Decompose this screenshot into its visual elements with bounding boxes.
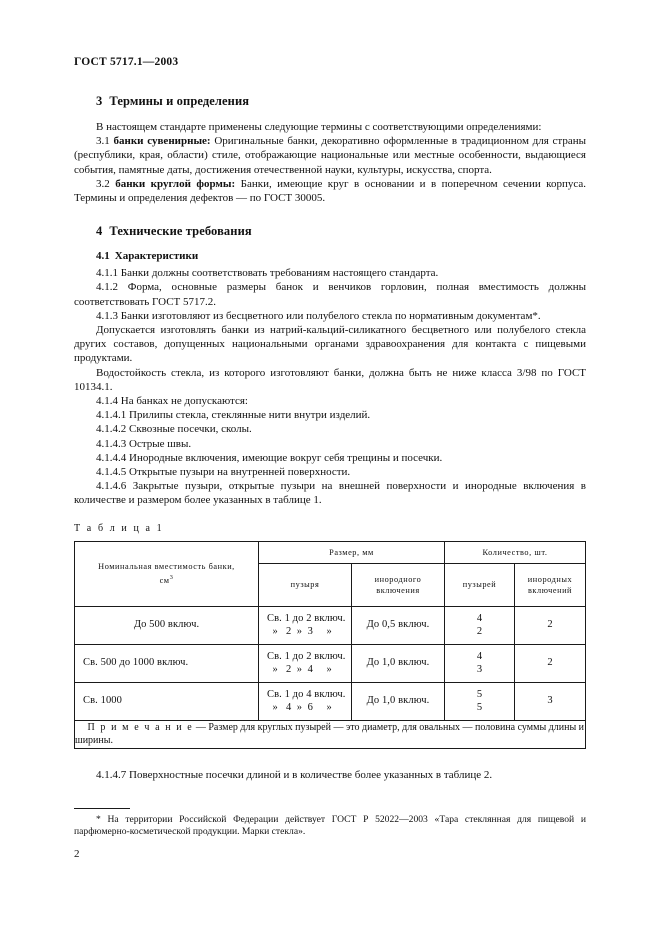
- running-head: ГОСТ 5717.1—2003: [74, 56, 179, 68]
- cell-size-bubble-line2: » 2 » 4 »: [267, 663, 332, 675]
- cell-size-bubble-line2: » 4 » 6 »: [267, 701, 332, 713]
- term-definition-3-1: Оригинальные банки, декоративно оформленные в традиционном для страны (республики, края, области) стиле, отображающие национальные или местные особенности, выдающиеся события, памятные даты, достижения отечественной науки, культуры, искусства, спорта.: [74, 135, 587, 176]
- cell-size-bubble-line1: Св. 1 до 2 включ.: [267, 650, 346, 662]
- header-size-inclusion-line1: инородного: [374, 574, 422, 584]
- section-heading-4: [74, 224, 586, 239]
- footnote-separator: [74, 808, 130, 809]
- section-heading-3: [74, 94, 586, 109]
- subsection-heading-4-1: [74, 250, 586, 262]
- cell-size-inclusion: До 1,0 включ.: [352, 682, 445, 720]
- cell-qty-bubbles-line1: 5: [476, 688, 483, 700]
- page-content: [74, 56, 586, 782]
- clause-4-1-3: [74, 309, 586, 323]
- header-capacity: [75, 541, 259, 606]
- table-note: [75, 720, 586, 748]
- section-number-3: 3: [96, 94, 103, 108]
- cell-size-bubble: [259, 606, 352, 644]
- terms-intro-paragraph: В настоящем стандарте применены следующие термины с соответствующими определениями:: [96, 121, 542, 133]
- clause-number-4-1-1: 4.1.1: [96, 267, 118, 280]
- clause-4-1-4-2: [74, 422, 586, 436]
- cell-qty-bubbles-line2: 2: [476, 625, 483, 637]
- clause-text-4-1-4-4: Инородные включения, имеющие вокруг себя трещины и посечки.: [129, 451, 443, 464]
- term-entry-3-1: [74, 134, 586, 177]
- cell-qty-bubbles: [445, 682, 515, 720]
- cell-qty-bubbles: [445, 606, 515, 644]
- table-caption: Т а б л и ц а 1: [74, 522, 164, 534]
- cell-size-bubble: [259, 682, 352, 720]
- clause-4-1-4-6: [74, 479, 586, 507]
- cell-qty-bubbles: [445, 644, 515, 682]
- table-row: [75, 682, 586, 720]
- clause-4-1-4: [74, 394, 586, 408]
- term-entry-3-2: [74, 177, 586, 205]
- clause-4-1-4-4: [74, 451, 586, 465]
- cell-qty-bubbles-line1: 4: [476, 612, 483, 624]
- clause-4-1-4-7: [74, 768, 586, 782]
- header-group-size: Размер, мм: [259, 541, 445, 563]
- header-capacity-line2: см: [159, 576, 170, 586]
- cell-size-inclusion: До 1,0 включ.: [352, 644, 445, 682]
- term-number-3-2: 3.2: [96, 177, 110, 190]
- spacer: [74, 749, 586, 768]
- clause-text-4-1-4-2: Сквозные посечки, сколы.: [129, 423, 252, 436]
- clause-text-4-1-4-1: Прилипы стекла, стеклянные нити внутри изделий.: [129, 409, 371, 422]
- clause-text-4-1-1: Банки должны соответствовать требованиям настоящего стандарта.: [120, 267, 439, 280]
- clause-number-4-1-4-2: 4.1.4.2: [96, 423, 127, 436]
- cell-size-bubble-line1: Св. 1 до 2 включ.: [267, 612, 346, 624]
- cell-capacity: До 500 включ.: [75, 606, 259, 644]
- section-title-3: Термины и определения: [109, 94, 250, 108]
- header-capacity-superscript: 3: [169, 574, 174, 582]
- header-size-inclusion-line2: включения: [376, 585, 420, 595]
- clause-4-1-4-5: [74, 465, 586, 479]
- table-header-row-1: [75, 541, 586, 563]
- header-size-bubble: пузыря: [259, 563, 352, 606]
- cell-qty-bubbles-line1: 4: [476, 650, 483, 662]
- cell-size-bubble-line1: Св. 1 до 4 включ.: [267, 688, 346, 700]
- clause-4-1-2: [74, 280, 586, 308]
- clause-number-4-1-4-6: 4.1.4.6: [96, 480, 127, 493]
- spacer: [74, 508, 586, 523]
- footnote-text: [74, 814, 586, 839]
- cell-qty-bubbles-line2: 5: [476, 701, 483, 713]
- clause-number-4-1-4-1: 4.1.4.1: [96, 409, 127, 422]
- paragraph-water-resistance: Водостойкость стекла, из которого изготовляют банки, должна быть не ниже класса 3/98 по ГОСТ 10134.1.: [74, 366, 586, 393]
- subsection-number-4-1: 4.1: [96, 250, 110, 263]
- cell-qty-inclusions: 2: [515, 644, 586, 682]
- clause-text-4-1-4-6: Закрытые пузыри, открытые пузыри на внешней поверхности и инородные включения в количестве и размером более указанных в таблице 1.: [74, 480, 586, 507]
- term-definition-3-2: Банки, имеющие круг в основании и в поперечном сечении корпуса. Термины и определения дефектов — по ГОСТ 30005.: [74, 177, 587, 205]
- cell-qty-bubbles-line2: 3: [476, 663, 483, 675]
- clause-number-4-1-2: 4.1.2: [96, 281, 118, 294]
- subsection-title-4-1: Характеристики: [114, 250, 199, 263]
- table-row: [75, 644, 586, 682]
- table-note-label: П р и м е ч а н и е: [87, 721, 194, 733]
- clause-4-1-4-1: [74, 408, 586, 422]
- header-qty-inclusions-line2: включений: [527, 585, 573, 595]
- cell-capacity: Св. 1000: [75, 682, 259, 720]
- defects-table: [74, 541, 586, 749]
- footnote-block: [74, 808, 586, 839]
- term-name-3-1: банки сувенирные:: [113, 135, 211, 148]
- section-number-4: 4: [96, 224, 103, 239]
- clause-number-4-1-4: 4.1.4: [96, 395, 118, 408]
- clause-number-4-1-4-3: 4.1.4.3: [96, 437, 127, 450]
- spacer: [74, 205, 586, 224]
- header-capacity-line1: Номинальная вместимость банки,: [98, 562, 235, 572]
- cell-qty-inclusions: 2: [515, 606, 586, 644]
- header-qty-inclusions: [515, 563, 586, 606]
- page-number: 2: [74, 848, 80, 860]
- table-note-text: — Размер для круглых пузырей — это диаметр, для овальных — половина суммы длины и ширины.: [75, 721, 585, 747]
- term-name-3-2: банки круглой формы:: [115, 177, 236, 190]
- clause-number-4-1-4-4: 4.1.4.4: [96, 451, 127, 464]
- clause-4-1-4-3: [74, 437, 586, 451]
- cell-size-inclusion: До 0,5 включ.: [352, 606, 445, 644]
- paragraph-allowed-compositions: Допускается изготовлять банки из натрий-кальций-силикатного бесцветного или полубелого стекла других составов, допущенных национальными органами здравоохранения для контакта с пищевыми продуктами.: [74, 324, 586, 365]
- header-group-quantity: Количество, шт.: [445, 541, 586, 563]
- clause-text-4-1-4-3: Острые швы.: [129, 437, 192, 450]
- header-size-inclusion: [352, 563, 445, 606]
- cell-size-bubble-line2: » 2 » 3 »: [267, 625, 332, 637]
- clause-text-4-1-4-7: Поверхностные посечки длиной и в количестве более указанных в таблице 2.: [129, 768, 493, 781]
- clause-text-4-1-2: Форма, основные размеры банок и венчиков горловин, полная вместимость должны соответствовать ГОСТ 5717.2.: [74, 281, 586, 308]
- table-row: [75, 606, 586, 644]
- footnote-marker: *: [96, 814, 101, 825]
- term-number-3-1: 3.1: [96, 135, 110, 148]
- clause-4-1-1: [74, 266, 586, 280]
- cell-size-bubble: [259, 644, 352, 682]
- clause-number-4-1-4-5: 4.1.4.5: [96, 466, 127, 479]
- header-qty-inclusions-line1: инородных: [527, 574, 573, 584]
- clause-number-4-1-3: 4.1.3: [96, 309, 118, 322]
- table-note-row: [75, 720, 586, 748]
- clause-text-4-1-4: На банках не допускаются:: [120, 395, 248, 408]
- section-title-4: Технические требования: [109, 224, 252, 239]
- footnote-body: На территории Российской Федерации действует ГОСТ Р 52022—2003 «Тара стеклянная для пищевой и парфюмерно-косметической продукции. Марки стекла».: [74, 814, 586, 838]
- clause-text-4-1-4-5: Открытые пузыри на внутренней поверхности.: [129, 466, 351, 479]
- clause-text-4-1-3: Банки изготовляют из бесцветного или полубелого стекла по нормативным документам*.: [120, 309, 541, 322]
- cell-qty-inclusions: 3: [515, 682, 586, 720]
- header-qty-bubbles: пузырей: [445, 563, 515, 606]
- clause-number-4-1-4-7: 4.1.4.7: [96, 768, 127, 781]
- cell-capacity: Св. 500 до 1000 включ.: [75, 644, 259, 682]
